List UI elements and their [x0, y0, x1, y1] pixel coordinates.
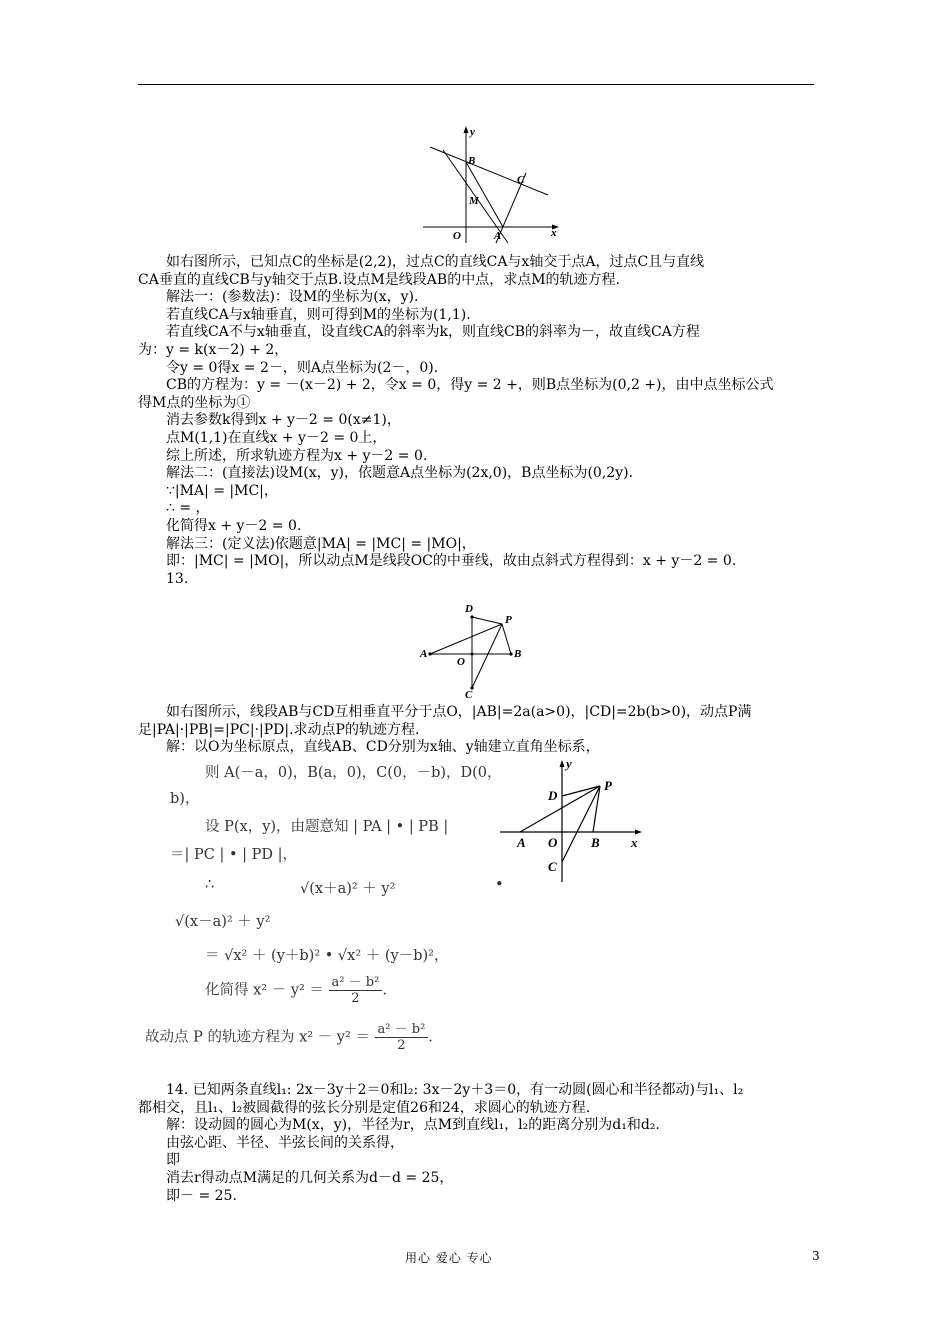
- p12-line-17: 解法三：(定义法)依题意|MA| = |MC| = |MO|，: [166, 535, 476, 552]
- p12-line-19: 13.: [166, 570, 189, 587]
- fig2-label-a: A: [420, 648, 428, 660]
- scan-line-3: 设 P(x，y)，由题意知 | PA | • | PB |: [205, 819, 449, 835]
- fig2-label-b: B: [514, 648, 522, 660]
- fig1-label-c: C: [517, 174, 525, 186]
- p12-line-5: 若直线CA不与x轴垂直，设直线CA的斜率为k，则直线CB的斜率为－，故直线CA方程: [166, 324, 700, 341]
- p12-line-9: 得M点的坐标为①: [138, 394, 251, 411]
- p12-line-2: CA垂直的直线CB与y轴交于点B.设点M是线段AB的中点，求点M的轨迹方程.: [138, 271, 620, 288]
- p12-line-4: 若直线CA与x轴垂直，则可得到M的坐标为(1,1).: [166, 306, 471, 323]
- page-number: 3: [812, 1249, 820, 1263]
- footer-motto: 用心 爱心 专心: [405, 1251, 493, 1265]
- p12-line-15: ∴ = ，: [166, 500, 210, 517]
- fraction-2-num: a² － b²: [375, 1022, 429, 1038]
- fig2-label-o: O: [457, 656, 465, 668]
- scan-line-7: ＝ √x² ＋ (y＋b)² • √x² ＋ (y－b)²，: [205, 948, 449, 964]
- problem-13-text: [138, 704, 814, 757]
- p12-line-18: 即：|MC| = |MO|，所以动点M是线段OC的中垂线，故由点斜式方程得到：x + y－2 = 0.: [166, 553, 737, 570]
- scan-line-5-dot: •: [495, 877, 504, 893]
- scan-line-5: ∴: [205, 877, 215, 893]
- fig3-label-o: O: [548, 835, 558, 850]
- fraction-2: [375, 1022, 429, 1053]
- p14-line-2: 都相交，且l₁、l₂被圆截得的弦长分别是定值26和24，求圆心的轨迹方程.: [138, 1099, 591, 1116]
- p13-line-2: 足|PA|·|PB|=|PC|·|PD|.求动点P的轨迹方程.: [138, 721, 420, 738]
- scan-line-9-text: 故动点 P 的轨迹方程为 x² － y² ＝: [145, 1029, 370, 1046]
- p12-line-3: 解法一：(参数法)：设M的坐标为(x，y).: [166, 289, 419, 306]
- p13-line-1: 如右图所示，线段AB与CD互相垂直平分于点O，|AB|=2a(a>0)，|CD|=2b(b>0)，动点P满: [166, 704, 752, 720]
- problem-12-text: [138, 254, 814, 588]
- header-rule: [138, 84, 814, 85]
- p14-line-1: 14. 已知两条直线l₁: 2x－3y＋2＝0和l₂: 3x－2y＋3＝0，有一动圆(圆心和半径都动)与l₁、l₂: [166, 1082, 744, 1098]
- p12-line-16: 化简得x + y－2 = 0.: [166, 517, 302, 534]
- p12-line-7: 令y = 0得x = 2－，则A点坐标为(2－，0).: [166, 359, 439, 376]
- fig1-label-x: x: [551, 227, 557, 239]
- p14-line-5: 即: [166, 1152, 180, 1169]
- fraction-1: [329, 975, 383, 1006]
- p12-line-11: 点M(1,1)在直线x + y－2 = 0上，: [166, 429, 387, 446]
- figure-2-diagram: [415, 600, 530, 700]
- p14-line-6: 消去r得动点M满足的几何关系为d－d = 25，: [166, 1169, 454, 1186]
- p12-line-14: ∵|MA| = |MC|，: [166, 482, 278, 499]
- scan-line-1: 则 A(－a，0)，B(a，0)，C(0，－b)，D(0，: [205, 765, 502, 781]
- fraction-1-num: a² － b²: [329, 975, 383, 991]
- p12-line-8: CB的方程为：y = －(x－2) + 2，令x = 0，得y = 2 +，则B点坐标为(0,2 +)，由中点坐标公式: [166, 377, 774, 394]
- p12-line-12: 综上所述，所求轨迹方程为x + y－2 = 0.: [166, 447, 428, 464]
- fig1-label-o: O: [453, 230, 461, 242]
- fig3-label-a: A: [517, 835, 526, 850]
- fig2-label-p: P: [505, 614, 512, 626]
- fig1-label-y: y: [470, 126, 475, 138]
- fig3-label-p: P: [604, 778, 612, 793]
- fig3-label-y: y: [566, 758, 572, 771]
- fig1-label-m: M: [469, 195, 479, 207]
- p12-line-6: 为：y = k(x－2) + 2，: [138, 341, 289, 358]
- scan-line-9: [145, 1022, 433, 1053]
- scan-line-5-root: √(x＋a)² ＋ y²: [300, 881, 396, 897]
- fig3-label-d: D: [548, 788, 558, 803]
- figure-1-diagram: [418, 125, 568, 245]
- scan-line-8-period: .: [382, 982, 387, 999]
- fig3-label-b: B: [591, 835, 600, 850]
- fig2-label-c: C: [465, 689, 473, 700]
- scan-line-8: [205, 975, 387, 1006]
- fig1-label-a: A: [494, 230, 502, 242]
- fig3-label-x: x: [631, 835, 638, 850]
- fraction-2-den: 2: [397, 1038, 406, 1053]
- scan-line-4: ＝| PC | • | PD |，: [170, 847, 297, 863]
- p14-line-4: 由弦心距、半径、半弦长间的关系得，: [166, 1134, 404, 1151]
- fig1-label-b: B: [468, 155, 476, 167]
- p12-line-13: 解法二：(直接法)设M(x，y)，依题意A点坐标为(2x,0)，B点坐标为(0,2y).: [166, 465, 634, 482]
- p13-line-3: 解：以O为坐标原点，直线AB、CD分别为x轴、y轴建立直角坐标系，: [166, 739, 600, 756]
- p14-line-7: 即－ = 25.: [166, 1187, 237, 1204]
- problem-14-text: [138, 1082, 814, 1205]
- p12-line-1: 如右图所示，已知点C的坐标是(2,2)，过点C的直线CA与x轴交于点A，过点C且与直线: [166, 254, 705, 270]
- fig2-label-d: D: [465, 603, 473, 615]
- p14-line-3: 解：设动圆的圆心为M(x，y)，半径为r，点M到直线l₁，l₂的距离分别为d₁和d₂.: [166, 1117, 660, 1134]
- fig3-label-c: C: [548, 859, 557, 874]
- figure-3-diagram: [498, 758, 648, 884]
- fraction-1-den: 2: [351, 991, 360, 1006]
- scan-line-2: b)，: [170, 791, 200, 807]
- scan-line-6: √(x－a)² ＋ y²: [175, 914, 271, 930]
- p12-line-10: 消去参数k得到x + y－2 = 0(x≠1)，: [166, 412, 401, 429]
- scan-line-9-period: .: [428, 1029, 433, 1046]
- scan-line-8-text: 化简得 x² － y² ＝: [205, 982, 324, 999]
